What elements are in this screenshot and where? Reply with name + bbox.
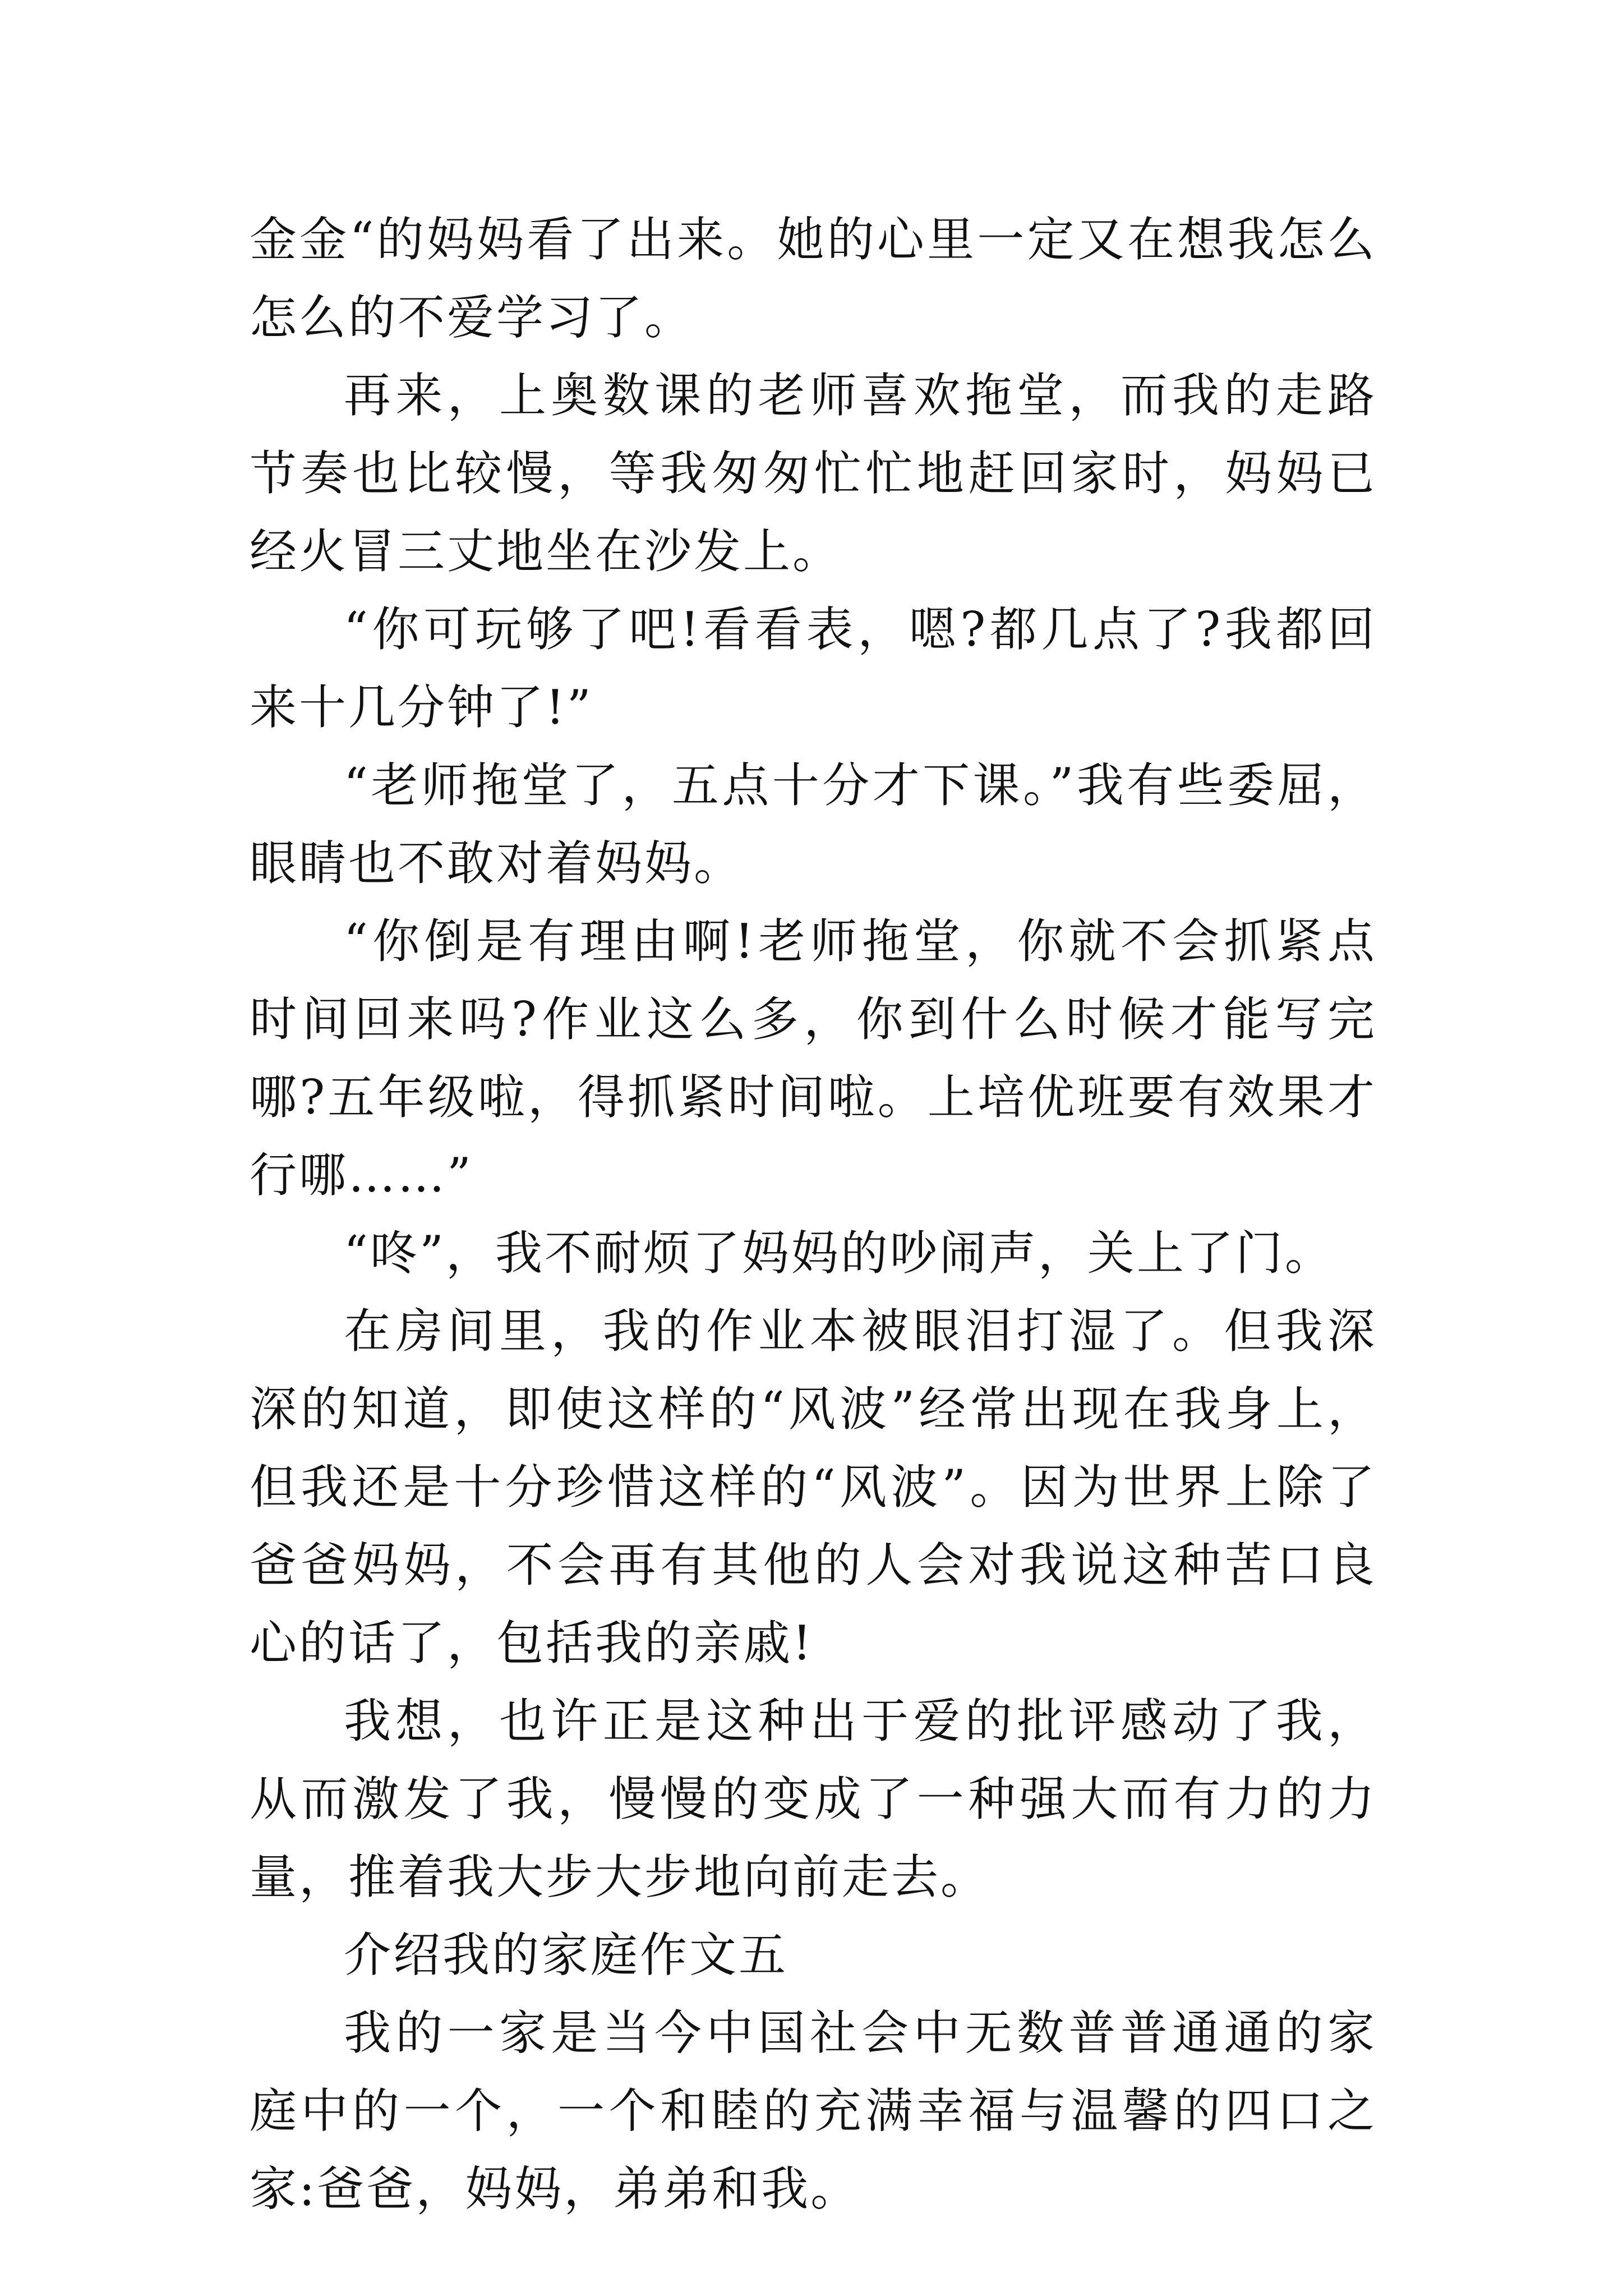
paragraph: 在房间里，我的作业本被眼泪打湿了。但我深深的知道，即使这样的“风波”经常出现在我身上，但我还是十分珍惜这样的“风波”。因为世界上除了爸爸妈妈，不会再有其他的人会对我说这种苦口良心的话了，包括我的亲戚!	[250, 1304, 1377, 1671]
paragraph: 我想，也许正是这种出于爱的批评感动了我，从而激发了我，慢慢的变成了一种强大而有力的力量，推着我大步大步地向前走去。	[250, 1694, 1377, 1904]
paragraph-dialogue: “你可玩够了吧!看看表，嗯?都几点了?我都回来十几分钟了!”	[250, 602, 1377, 735]
section-heading: 介绍我的家庭作文五	[344, 1927, 789, 1982]
paragraph: 再来，上奥数课的老师喜欢拖堂，而我的走路节奏也比较慢，等我匆匆忙忙地赶回家时，妈妈已经火冒三丈地坐在沙发上。	[250, 368, 1377, 579]
paragraph: “咚”，我不耐烦了妈妈的吵闹声，关上了门。	[344, 1226, 1334, 1281]
paragraph-continued: 金金“的妈妈看了出来。她的心里一定又在想我怎么怎么的不爱学习了。	[250, 212, 1377, 345]
document-body	[250, 201, 1377, 2228]
paragraph-dialogue: “你倒是有理由啊!老师拖堂，你就不会抓紧点时间回来吗?作业这么多，你到什么时候才能写完哪?五年级啦，得抓紧时间啦。上培优班要有效果才行哪……”	[250, 914, 1377, 1203]
paragraph: 我的一家是当今中国社会中无数普普通通的家庭中的一个，一个和睦的充满幸福与温馨的四口之家:爸爸，妈妈，弟弟和我。	[250, 2005, 1377, 2216]
paragraph-dialogue: “老师拖堂了，五点十分才下课。”我有些委屈，眼睛也不敢对着妈妈。	[250, 758, 1377, 891]
